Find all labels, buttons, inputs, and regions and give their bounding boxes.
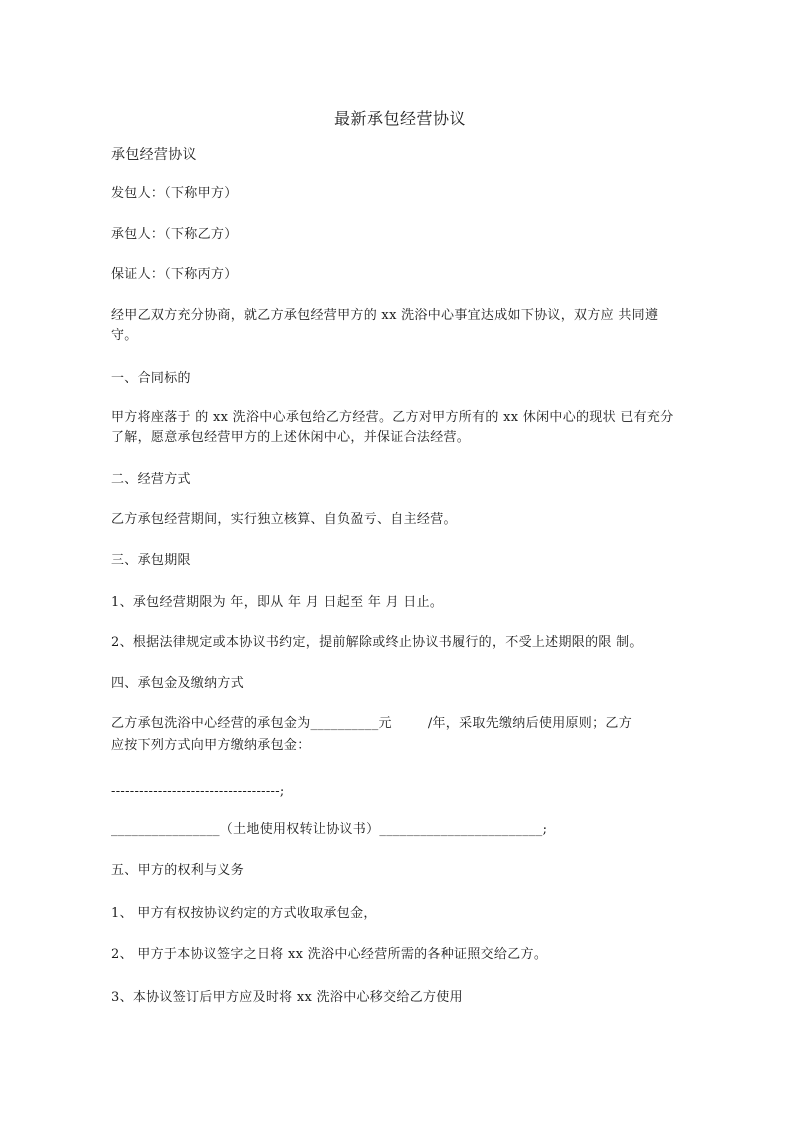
intro-paragraph: 经甲乙双方充分协商，就乙方承包经营甲方的 xx 洗浴中心事宜达成如下协议，双方应 共同遵守。 xyxy=(111,308,659,343)
document-subtitle: 承包经营协议 xyxy=(111,147,197,163)
section-4-land-line: ________________（土地使用权转让协议书）________________________; xyxy=(111,822,548,837)
fee-amount-text: 乙方承包洗浴中心经营的承包金为__________元 xyxy=(111,716,392,731)
document-title: 最新承包经营协议 xyxy=(333,109,466,128)
section-3-heading: 三、承包期限 xyxy=(111,553,191,568)
section-1-body: 甲方将座落于 的 xx 洗浴中心承包给乙方经营。乙方对甲方所有的 xx 休闲中心的现状 已有充分了解，愿意承包经营甲方的上述休闲中心，并保证合法经营。 xyxy=(111,410,674,445)
section-4-line-2: 应按下列方式向甲方缴纳承包金： xyxy=(111,738,311,753)
section-2-body: 乙方承包经营期间，实行独立核算、自负盈亏、自主经营。 xyxy=(111,512,457,527)
section-5-item-1: 1、 甲方有权按协议约定的方式收取承包金， xyxy=(111,906,377,921)
section-4-dash-line: ------------------------------------; xyxy=(111,784,285,799)
party-contractor: 发包人：（下称甲方） xyxy=(111,186,238,201)
section-1-heading: 一、合同标的 xyxy=(111,371,191,386)
section-3-item-1: 1、承包经营期限为 年，即从 年 月 日起至 年 月 日止。 xyxy=(111,595,444,610)
fee-period-text: /年，采取先缴纳后使用原则；乙方 xyxy=(427,716,632,731)
section-5-heading: 五、甲方的权利与义务 xyxy=(111,863,245,878)
section-2-heading: 二、经营方式 xyxy=(111,472,191,487)
party-guarantor: 保证人：（下称丙方） xyxy=(111,267,238,282)
section-3-item-2: 2、根据法律规定或本协议书约定，提前解除或终止协议书履行的，不受上述期限的限 制。 xyxy=(111,635,643,650)
section-4-line-1 xyxy=(111,715,632,733)
section-5-item-2: 2、 甲方于本协议签字之日将 xx 洗浴中心经营所需的各种证照交给乙方。 xyxy=(111,947,548,962)
section-4-heading: 四、承包金及缴纳方式 xyxy=(111,676,245,691)
section-5-item-3: 3、本协议签订后甲方应及时将 xx 洗浴中心移交给乙方使用 xyxy=(111,990,463,1005)
party-contractee: 承包人：（下称乙方） xyxy=(111,227,238,242)
